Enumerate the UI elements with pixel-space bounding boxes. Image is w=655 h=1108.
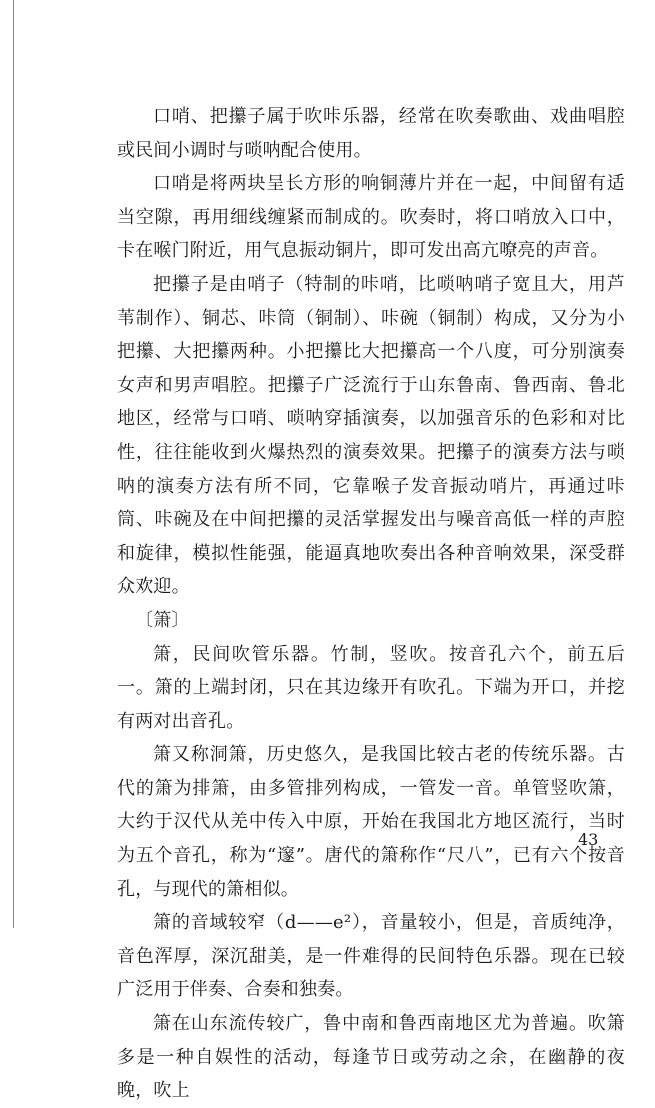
paragraph: 口哨是将两块呈长方形的响铜薄片并在一起，中间留有适当空隙，再用细线缠紧而制成的。吹奏时，将口哨放入口中，卡在喉门附近，用气息振动铜片，即可发出高亢嘹亮的声音。: [117, 173, 625, 262]
paragraph: 把攥子是由哨子（特制的咔哨，比唢呐哨子宽且大，用芦苇制作）、铜芯、咔筒（铜制）、咔碗（铜制）构成，又分为小把攥、大把攥两种。小把攥比大把攥高一个八度，可分别演奏女声和男声唱腔。把攥子广泛流行于山东鲁南、鲁西南、鲁北地区，经常与口哨、唢呐穿插演奏，以加强音乐的色彩和对比性，往往能收到火爆热烈的演奏效果。把攥子的演奏方法与唢呐的演奏方法有所不同，它靠喉子发音振动哨片，再通过咔筒、咔碗及在中间把攥的灵活掌握发出与噪音高低一样的声腔和旋律，模拟性能强，能逼真地吹奏出各种音响效果，深受群众欢迎。: [117, 273, 625, 598]
paragraph: 箫，民间吹管乐器。竹制，竖吹。按音孔六个，前五后一。箫的上端封闭，只在其边缘开有吹孔。下端为开口，并挖有两对出音孔。: [117, 643, 625, 732]
page-edge-line: [13, 0, 14, 928]
paragraph: 箫在山东流传较广，鲁中南和鲁西南地区尤为普遍。吹箫多是一种自娱性的活动，每逢节日或劳动之余，在幽静的夜晚，吹上: [117, 1013, 625, 1102]
paragraph: 箫的音域较窄（d——e²），音量较小，但是，音质纯净，音色浑厚，深沉甜美，是一件难得的民间特色乐器。现在已较广泛用于伴奏、合奏和独奏。: [117, 912, 625, 1001]
body-text: [117, 100, 625, 1108]
paragraph: 箫又称洞箫，历史悠久，是我国比较古老的传统乐器。古代的箫为排箫，由多管排列构成，一管发一音。单管竖吹箫，大约于汉代从羌中传入中原，开始在我国北方地区流行，当时为五个音孔，称为“邃”。唐代的箫称作“尺八”，已有六个按音孔，与现代的箫相似。: [117, 744, 625, 900]
page-number: 43: [578, 830, 599, 849]
section-heading: 〔箫〕: [135, 609, 190, 631]
paragraph: 口哨、把攥子属于吹咔乐器，经常在吹奏歌曲、戏曲唱腔或民间小调时与唢呐配合使用。: [117, 106, 625, 161]
